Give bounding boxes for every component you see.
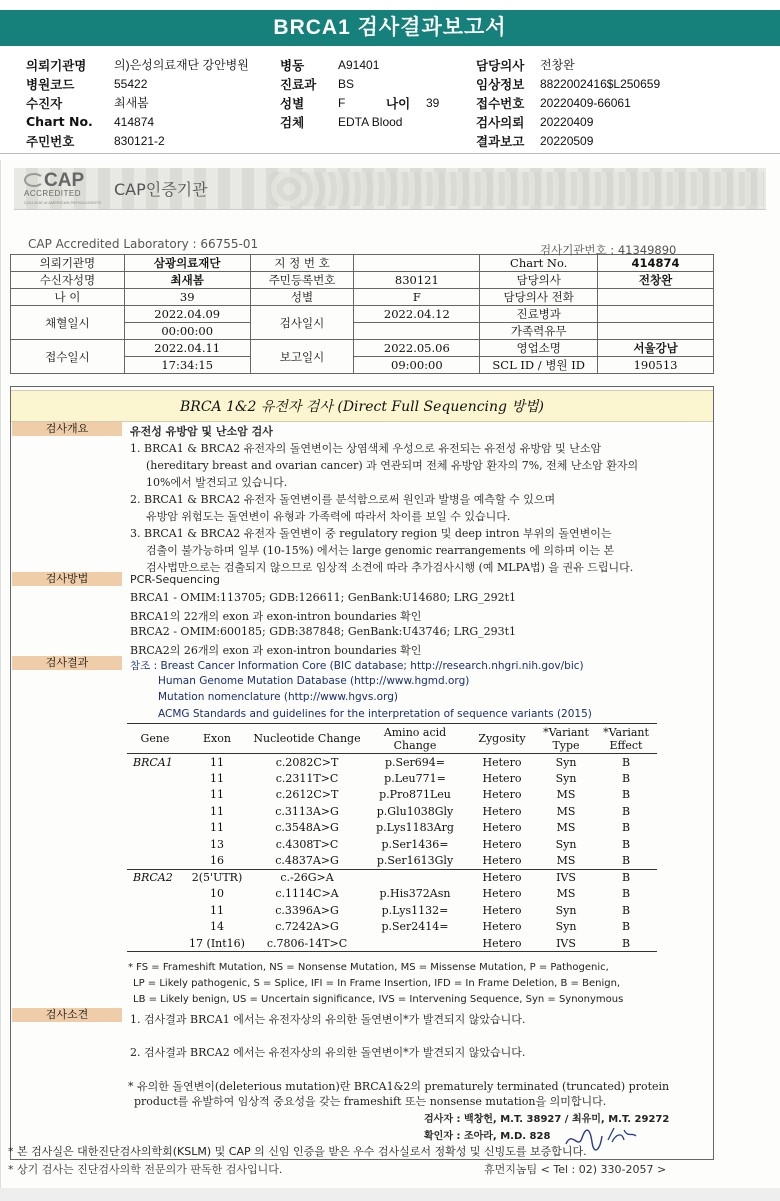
variant-cell: MS <box>556 804 576 818</box>
header-value: F <box>338 95 346 110</box>
header-key: 접수번호 <box>476 95 525 111</box>
header-key: 나이 <box>386 95 411 111</box>
info-label: 지 정 번 호 <box>250 255 354 272</box>
variant-cell: c.2311T>C <box>275 771 339 785</box>
info-value: F <box>354 289 480 306</box>
variant-cell: p.Pro871Leu <box>379 788 451 802</box>
info-label: 의뢰기관명 <box>11 255 125 272</box>
info-label: 검사일시 <box>250 306 354 340</box>
header-value: 의)은성의료재단 강안병원 <box>114 58 249 72</box>
report-subtitle: BRCA 1&2 유전자 검사 (Direct Full Sequencing 방법) <box>180 399 544 415</box>
variant-cell: Hetero <box>467 935 537 952</box>
variant-gene <box>127 770 183 787</box>
variant-cell: Syn <box>555 837 577 851</box>
variant-cell: IVS <box>537 935 595 952</box>
variant-cell: Hetero <box>482 887 522 901</box>
section-label-findings: 검사소견 <box>12 1008 122 1022</box>
info-value: 2022.04.12 <box>354 306 480 323</box>
variant-cell: Hetero <box>482 755 522 769</box>
table-row <box>127 754 657 771</box>
header-value: 20220409 <box>540 114 594 129</box>
variant-cell: p.Glu1038Gly <box>376 804 454 818</box>
variant-cell: 11 <box>210 788 224 802</box>
method-line: PCR-Sequencing <box>130 573 220 586</box>
variant-cell: Syn <box>555 771 577 785</box>
table-row <box>127 820 657 837</box>
info-value: 서울강남 <box>598 340 714 357</box>
table-row <box>127 770 657 787</box>
variant-cell: c.-26G>A <box>280 871 334 884</box>
variant-cell: Hetero <box>482 771 522 785</box>
variant-cell: Hetero <box>482 871 522 884</box>
legend-line: LB = Likely benign, US = Uncertain significance, IVS = Intervening Sequence, Syn = Synonymous <box>133 994 624 1005</box>
reference-line: Human Genome Mutation Database (http://www.hgmd.org) <box>158 675 470 687</box>
variant-col-header: Exon <box>183 724 251 754</box>
cap-label: CAP인증기관 <box>114 180 208 199</box>
footer-note: * 상기 검사는 진단검사의학 전문의가 판독한 검사입니다. <box>8 1163 283 1176</box>
section-label-result: 검사결과 <box>12 656 122 670</box>
variant-cell: p.His372Asn <box>379 887 451 901</box>
cap-logo-circle-icon <box>24 173 44 187</box>
variant-gene <box>127 935 183 952</box>
info-value <box>354 255 480 272</box>
variant-cell: Hetero <box>482 788 522 802</box>
variant-gene: BRCA1 <box>133 755 173 769</box>
variant-cell: c.7242A>G <box>275 920 339 934</box>
info-label: 영업소명 <box>480 340 598 357</box>
variant-col-header: Gene <box>127 724 183 754</box>
header-divider <box>0 153 780 154</box>
info-label: 가족력유무 <box>480 323 598 340</box>
overview-line: 검사법만으로는 검출되지 않으므로 임상적 소견에 따라 추가검사시행 (예 MLPA법) 을 권유 드립니다. <box>146 561 634 574</box>
header-value: 8822002416$L250659 <box>540 76 661 91</box>
table-row <box>127 919 657 936</box>
variant-col-header: *Variant Effect <box>595 724 657 754</box>
overview-line: 1. BRCA1 & BRCA2 유전자의 돌연변이는 상염색체 우성으로 유전되는 유전성 유방암 및 난소암 <box>130 442 602 455</box>
info-value: 최새봄 <box>124 272 250 289</box>
info-label: 수신자성명 <box>11 272 125 289</box>
variant-cell: MS <box>537 853 595 870</box>
info-value: 09:00:00 <box>354 357 480 374</box>
variant-cell: Hetero <box>482 804 522 818</box>
variant-cell: p.Lys1183Arg <box>376 821 454 835</box>
variant-cell: MS <box>556 887 576 901</box>
variant-gene <box>127 820 183 837</box>
variant-cell <box>363 935 467 952</box>
cap-logo-subtitle: COLLEGE of AMERICAN PATHOLOGISTS <box>24 200 101 205</box>
overview-line: (hereditary breast and ovarian cancer) 과 연관되며 전체 유방암 환자의 7%, 전체 난소암 환자의 <box>146 459 639 472</box>
variant-col-header: *Variant Type <box>537 724 595 754</box>
variant-table-body <box>127 754 657 952</box>
footer-certification: * 본 검사실은 대한진단검사의학회(KSLM) 및 CAP 의 신임 인증을 받은 우수 검사실로서 정확성 및 신빙도를 보증합니다. <box>8 1145 587 1158</box>
header-key: 검체 <box>280 114 305 130</box>
overview-line: 2. BRCA1 & BRCA2 유전자 돌연변이를 분석함으로써 원인과 발병을 예측할 수 있으며 <box>130 493 556 506</box>
reference-line: Mutation nomenclature (http://www.hgvs.org) <box>158 691 398 703</box>
info-value: 17:34:15 <box>124 357 250 374</box>
info-label: Chart No. <box>480 255 598 272</box>
info-value: 190513 <box>598 357 714 374</box>
table-row <box>127 853 657 870</box>
finding-note: * 유의한 돌연변이(deleterious mutation)란 BRCA1&2의 prematurely terminated (truncated) protein <box>128 1080 670 1093</box>
variant-cell: p.Lys1132= <box>381 903 449 917</box>
section-label-method: 검사방법 <box>12 572 122 586</box>
info-label: 주민등록번호 <box>250 272 354 289</box>
info-value: 39 <box>124 289 250 306</box>
variant-cell: B <box>621 788 631 802</box>
variant-cell: MS <box>556 821 576 835</box>
table-row <box>127 787 657 804</box>
info-value: 414874 <box>598 255 714 272</box>
header-col-2 <box>280 55 439 131</box>
variant-cell <box>363 869 467 886</box>
variant-cell: B <box>621 755 631 769</box>
variant-gene <box>127 836 183 853</box>
report-subtitle-banner <box>11 390 713 422</box>
info-value: 삼광의료재단 <box>124 255 250 272</box>
header-key: 병원코드 <box>26 76 75 92</box>
method-line: BRCA1의 22개의 exon 과 exon-intron boundaries 확인 <box>130 610 422 623</box>
info-value <box>598 289 714 306</box>
header-key: 수진자 <box>26 95 63 111</box>
header-value: 전창완 <box>540 58 575 72</box>
overview-line: 유방암 위험도는 돌연변이 유형과 가족력에 따라서 차이를 보일 수 있습니다. <box>146 510 511 523</box>
finding-line: 1. 검사결과 BRCA1 에서는 유전자상의 유의한 돌연변이*가 발견되지 않았습니다. <box>130 1013 526 1026</box>
variant-gene <box>127 853 183 870</box>
info-value <box>598 323 714 340</box>
variant-col-header: Nucleotide Change <box>251 724 363 754</box>
variant-cell: Hetero <box>467 853 537 870</box>
variant-cell: 16 <box>183 853 251 870</box>
variant-cell: p.Ser2414= <box>381 920 449 934</box>
variant-cell: B <box>621 903 631 917</box>
variant-gene <box>127 886 183 903</box>
variant-cell: c.1114C>A <box>275 887 339 901</box>
table-row <box>127 836 657 853</box>
method-line: BRCA2의 26개의 exon 과 exon-intron boundaries 확인 <box>130 644 422 657</box>
table-row <box>127 869 657 886</box>
info-value <box>354 323 480 340</box>
method-line: BRCA2 - OMIM:600185; GDB:387848; GenBank:U43746; LRG_293t1 <box>130 625 517 638</box>
variant-cell: 11 <box>210 771 224 785</box>
variant-cell: p.Ser1436= <box>381 837 449 851</box>
info-value: 전창완 <box>598 272 714 289</box>
variant-cell: MS <box>556 788 576 802</box>
info-label: 나 이 <box>11 289 125 306</box>
header-value: 20220509 <box>540 133 594 148</box>
variant-cell: B <box>595 935 657 952</box>
header-value: BS <box>338 76 355 91</box>
variant-cell: 11 <box>210 755 224 769</box>
info-label: 담당의사 <box>480 272 598 289</box>
info-value: 00:00:00 <box>124 323 250 340</box>
variant-cell: B <box>595 853 657 870</box>
header-key: 의뢰기관명 <box>26 57 87 73</box>
bottom-band <box>0 1188 780 1201</box>
variant-cell: c.2082C>T <box>275 755 339 769</box>
confirmer-line: 확인자 : 조아라, M.D. 828 <box>424 1131 551 1142</box>
variant-cell: p.Ser1613Gly <box>363 853 467 870</box>
info-value: 2022.05.06 <box>354 340 480 357</box>
overview-line: 10%에서 발견되고 있습니다. <box>146 476 288 489</box>
variant-gene <box>127 902 183 919</box>
header-key: 결과보고 <box>476 133 525 149</box>
variant-cell: B <box>621 804 631 818</box>
info-value: 2022.04.11 <box>124 340 250 357</box>
variant-cell: 13 <box>210 837 224 851</box>
patient-info-table <box>10 254 714 374</box>
variant-cell: c.3113A>G <box>275 804 339 818</box>
tester-line: 검사자 : 백창헌, M.T. 38927 / 최유미, M.T. 29272 <box>424 1114 670 1125</box>
header-key: 병동 <box>280 57 305 73</box>
section-label-overview: 검사개요 <box>12 422 122 436</box>
header-key: 주민번호 <box>26 133 75 149</box>
info-label: 채혈일시 <box>11 306 125 340</box>
variant-cell: Syn <box>555 903 577 917</box>
table-row <box>127 935 657 952</box>
variant-cell: B <box>621 771 631 785</box>
info-label: 성별 <box>250 289 354 306</box>
variant-gene <box>127 787 183 804</box>
finding-line: 2. 검사결과 BRCA2 에서는 유전자상의 유의한 돌연변이*가 발견되지 않았습니다. <box>130 1046 526 1059</box>
variant-cell: 14 <box>210 920 224 934</box>
header-key: 성별 <box>280 95 305 111</box>
variant-cell: B <box>621 837 631 851</box>
header-value: 20220409-66061 <box>540 95 631 110</box>
info-label: 보고일시 <box>250 340 354 374</box>
header-value: 55422 <box>114 76 148 91</box>
variant-gene <box>127 803 183 820</box>
variant-cell: Syn <box>555 920 577 934</box>
method-line: BRCA1 - OMIM:113705; GDB:126611; GenBank:U14680; LRG_292t1 <box>130 591 517 604</box>
variant-cell: c.4308T>C <box>275 837 339 851</box>
info-label: 담당의사 전화 <box>480 289 598 306</box>
footer-contact: 휴먼지놈팀 < Tel : 02) 330-2057 > <box>484 1163 667 1176</box>
variant-cell: 10 <box>210 887 224 901</box>
info-value: 2022.04.09 <box>124 306 250 323</box>
info-label: SCL ID / 병원 ID <box>480 357 598 374</box>
overview-line: 검출이 불가능하며 일부 (10-15%) 에서는 large genomic rearrangements 에 의하며 이는 본 <box>146 544 615 557</box>
variant-cell: B <box>621 821 631 835</box>
variant-cell: 11 <box>210 821 224 835</box>
header-col-3 <box>476 55 660 150</box>
info-value: 830121 <box>354 272 480 289</box>
info-label: 진료병과 <box>480 306 598 323</box>
variant-cell: 11 <box>210 804 224 818</box>
variant-gene: BRCA2 <box>133 871 173 884</box>
variant-cell: Hetero <box>482 837 522 851</box>
table-row <box>127 803 657 820</box>
variant-cell: c.4837A>G <box>251 853 363 870</box>
header-value: EDTA Blood <box>338 114 403 129</box>
cap-logo-text: CAP <box>44 170 85 191</box>
variant-cell: Hetero <box>482 821 522 835</box>
variant-cell: Syn <box>555 755 577 769</box>
info-label: 접수일시 <box>11 340 125 374</box>
institution-number: 검사기관번호 : 41349890 <box>540 243 677 257</box>
variant-cell: c.7806-14T>C <box>251 935 363 952</box>
variant-cell: Hetero <box>482 903 522 917</box>
header-key: 임상정보 <box>476 76 525 92</box>
variant-cell: c.3396A>G <box>275 903 339 917</box>
legend-line: * FS = Frameshift Mutation, NS = Nonsense Mutation, MS = Missense Mutation, P = Pathogenic, <box>128 962 609 973</box>
variant-col-header: Amino acid Change <box>363 724 467 754</box>
overview-line: 3. BRCA1 & BRCA2 유전자 돌연변이 중 regulatory region 및 deep intron 부위의 돌연변이는 <box>130 527 612 540</box>
header-value: 414874 <box>114 114 155 129</box>
cap-lab-number: CAP Accredited Laboratory : 66755-01 <box>28 237 259 251</box>
variant-cell: p.Ser694= <box>384 755 446 769</box>
header-value: 39 <box>426 95 440 110</box>
variant-cell: 17 (Int16) <box>183 935 251 952</box>
reference-line: 참조 : Breast Cancer Information Core (BIC database; http://research.nhgri.nih.gov/bic) <box>130 660 584 672</box>
finding-note: product를 유발하여 임상적 중요성을 갖는 frameshift 또는 nonsense mutation을 의미합니다. <box>134 1095 607 1108</box>
variant-col-header: Zygosity <box>467 724 537 754</box>
header-key: 검사의뢰 <box>476 114 525 130</box>
overview-heading: 유전성 유방암 및 난소암 검사 <box>130 425 273 438</box>
header-key: Chart No. <box>26 114 93 129</box>
report-title: BRCA1 검사결과보고서 <box>0 10 780 46</box>
variant-cell: B <box>621 920 631 934</box>
variant-cell: B <box>621 887 631 901</box>
variant-cell: p.Leu771= <box>384 771 446 785</box>
header-key: 진료과 <box>280 76 317 92</box>
reference-line: ACMG Standards and guidelines for the interpretation of sequence variants (2015) <box>158 708 592 720</box>
variant-cell: Hetero <box>482 920 522 934</box>
variant-cell: 11 <box>210 903 224 917</box>
variant-cell: c.2612C>T <box>275 788 339 802</box>
header-col-1 <box>26 55 249 150</box>
variant-gene <box>127 919 183 936</box>
variant-cell: 2(5'UTR) <box>191 871 243 884</box>
cap-logo <box>22 172 106 204</box>
decorative-pattern <box>269 172 764 206</box>
variant-cell: B <box>621 871 631 884</box>
info-value <box>598 306 714 323</box>
table-row <box>127 886 657 903</box>
variant-cell: IVS <box>556 871 576 884</box>
variant-cell: c.3548A>G <box>275 821 339 835</box>
table-row <box>127 902 657 919</box>
variant-table <box>127 723 657 952</box>
legend-line: LP = Likely pathogenic, S = Splice, IFI = In Frame Insertion, IFD = In Frame Deletion, B = Benign, <box>133 978 621 989</box>
header-value: A91401 <box>338 57 380 72</box>
header-key: 담당의사 <box>476 57 525 73</box>
header-value: 830121-2 <box>114 133 165 148</box>
cap-logo-accredited: ACCREDITED <box>24 189 82 198</box>
header-value: 최새봄 <box>114 96 149 110</box>
